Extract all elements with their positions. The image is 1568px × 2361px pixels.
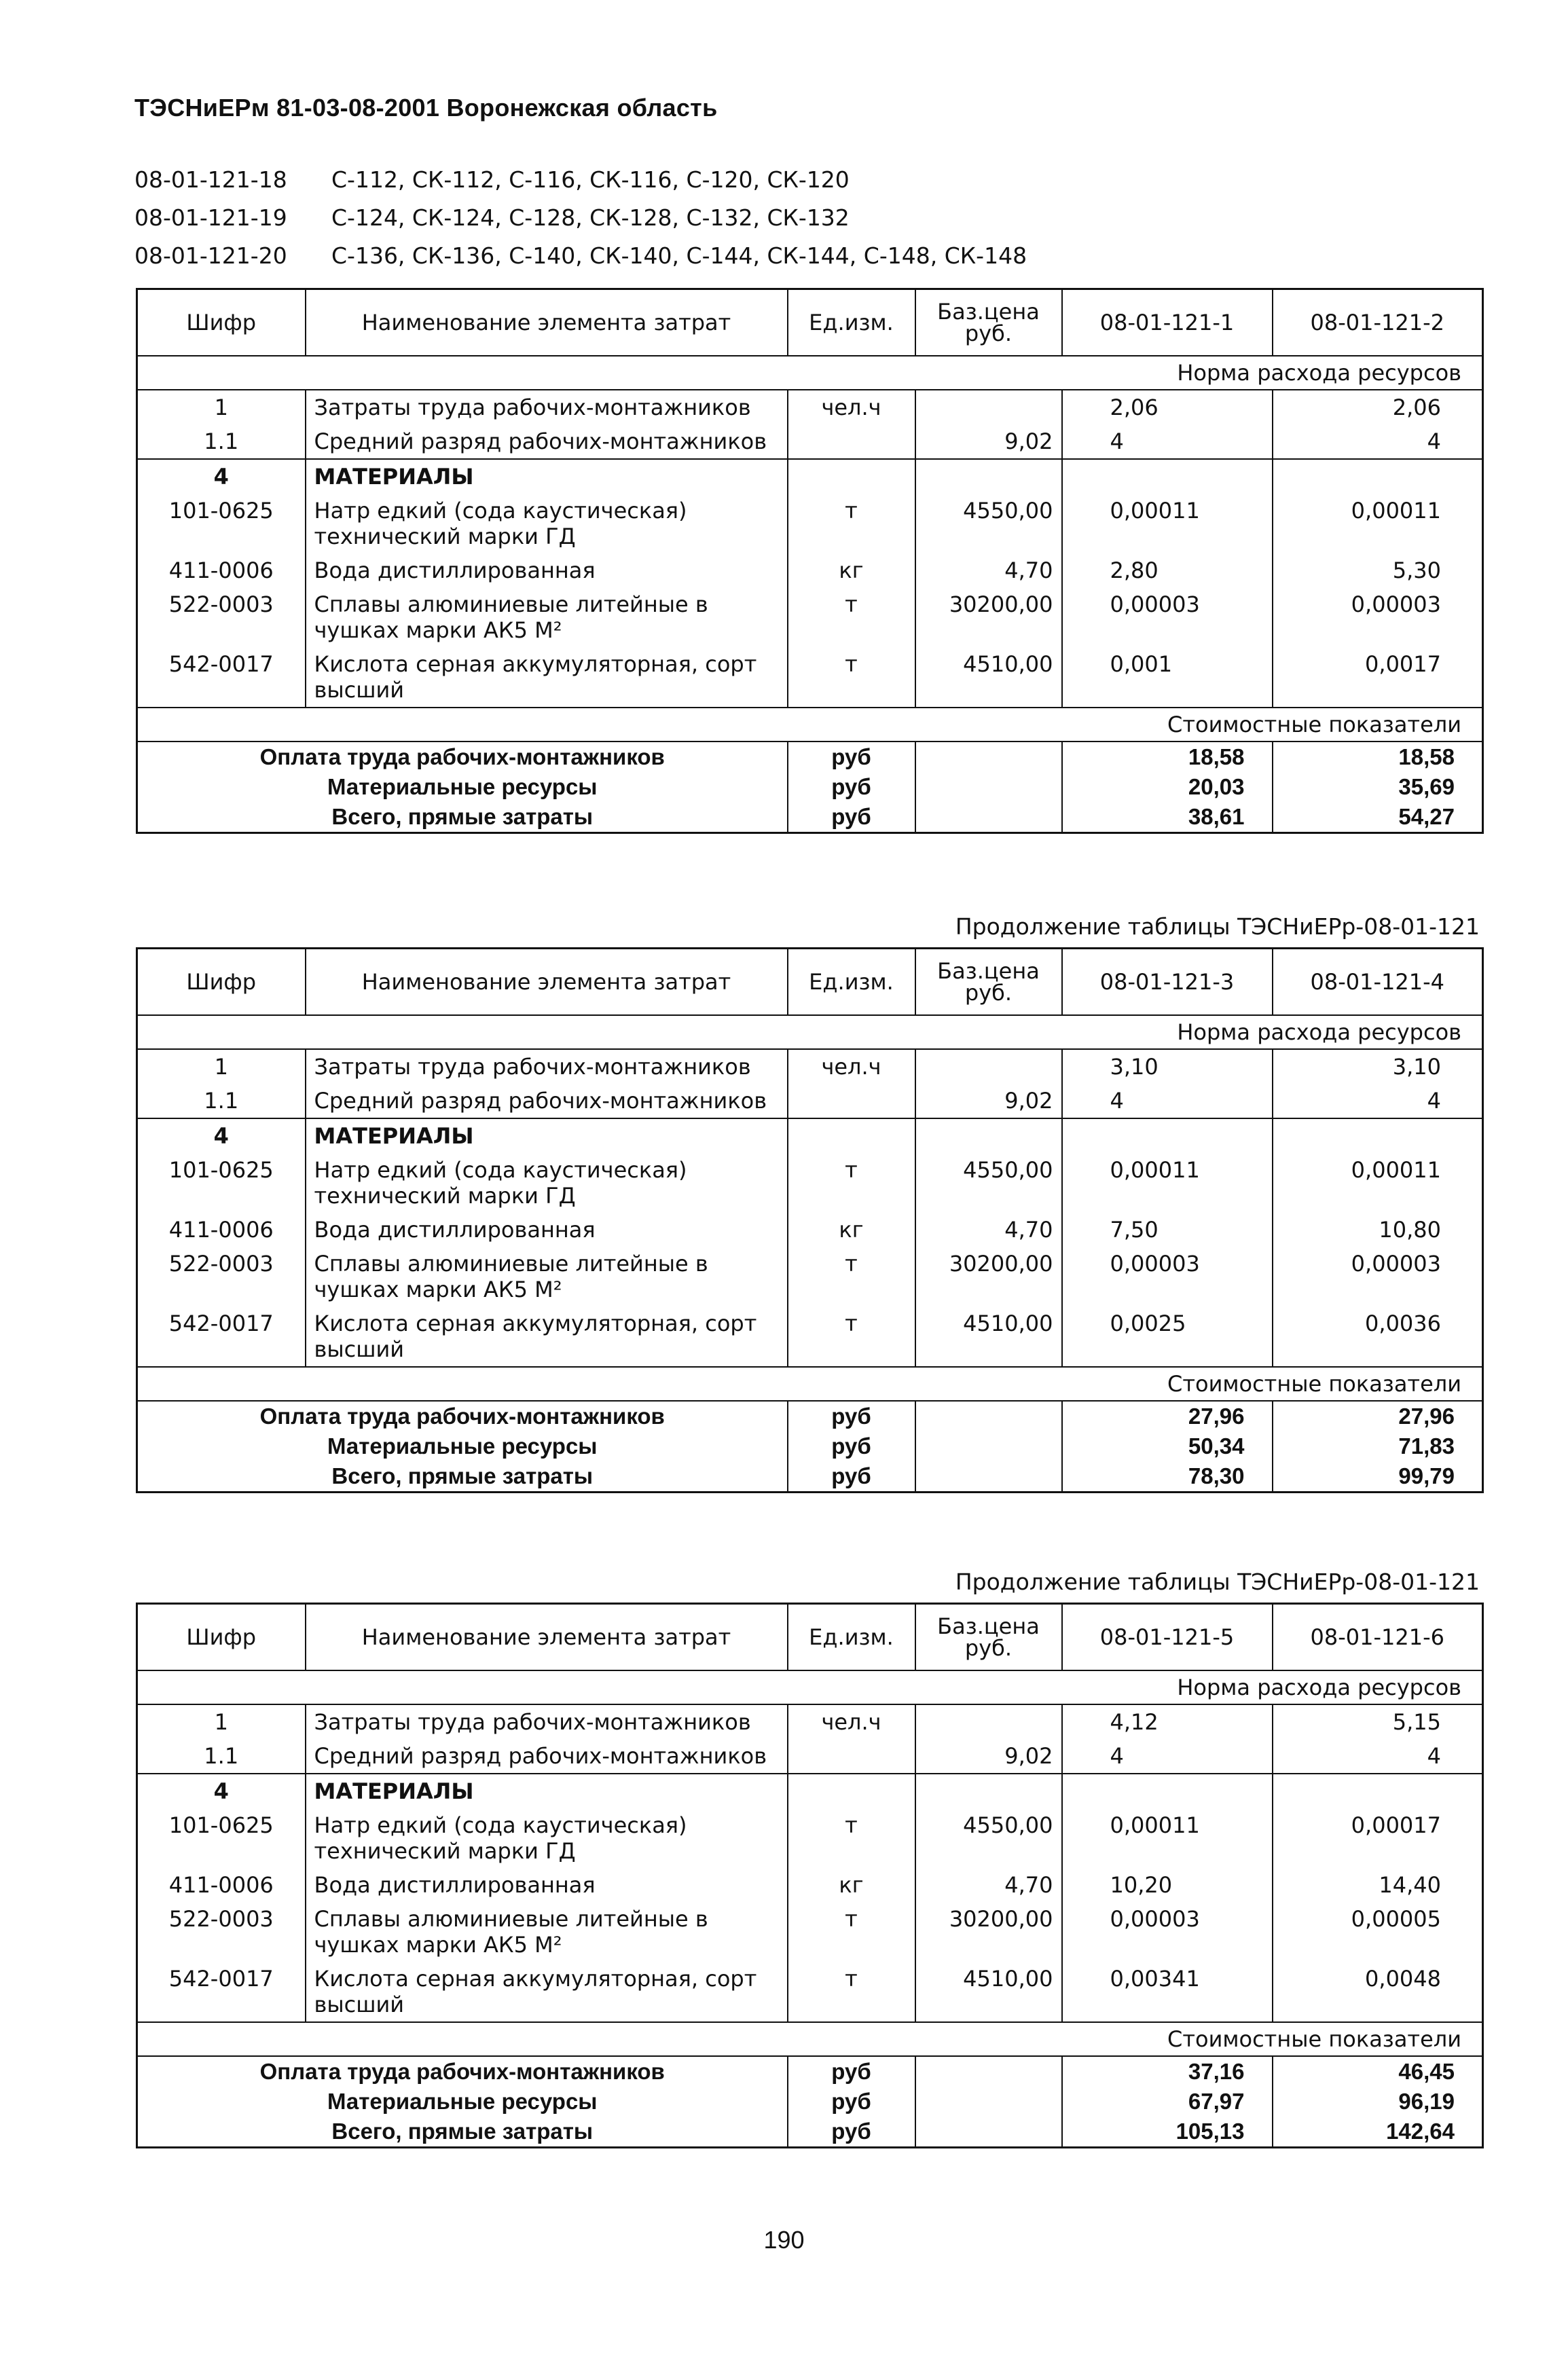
row-price: 4,70	[915, 1213, 1062, 1247]
total-value-b: 96,19	[1273, 2087, 1483, 2117]
row-value-a: 0,00003	[1062, 1902, 1273, 1962]
col-header-code: Шифр	[137, 289, 306, 356]
row-name: Сплавы алюминиевые литейные в чушках марки АК5 М²	[306, 1247, 788, 1306]
row-value-b: 0,00011	[1273, 494, 1483, 553]
section-label: Норма расхода ресурсов	[137, 356, 1483, 390]
row-code: 4	[137, 1118, 306, 1153]
table-caption: Продолжение таблицы ТЭСНиЕРр-08-01-121	[955, 913, 1480, 940]
total-unit: руб	[788, 1401, 915, 1431]
row-unit: кг	[788, 553, 915, 587]
row-name: Сплавы алюминиевые литейные в чушках марки АК5 М²	[306, 1902, 788, 1962]
row-code: 411-0006	[137, 1213, 306, 1247]
table-row	[137, 1739, 1483, 1774]
section-cost	[137, 2022, 1483, 2056]
row-value-b: 0,00005	[1273, 1902, 1483, 1962]
col-header-a: 08-01-121-1	[1062, 289, 1273, 356]
row-value-b: 0,0036	[1273, 1306, 1483, 1367]
norm-table-1	[136, 288, 1484, 834]
total-value-b: 35,69	[1273, 772, 1483, 802]
table-row	[137, 1774, 1483, 1808]
total-label: Материальные ресурсы	[137, 2087, 788, 2117]
row-price: 4550,00	[915, 1153, 1062, 1213]
row-price: 4550,00	[915, 1808, 1062, 1868]
row-code: 1	[137, 390, 306, 424]
row-code: 542-0017	[137, 1962, 306, 2022]
row-price: 30200,00	[915, 587, 1062, 647]
page-number: 190	[763, 2226, 805, 2254]
row-name: Затраты труда рабочих-монтажников	[306, 1704, 788, 1739]
row-unit	[788, 1774, 915, 1808]
row-value-a: 2,80	[1062, 553, 1273, 587]
table-row	[137, 1213, 1483, 1247]
col-header-unit: Ед.изм.	[788, 289, 915, 356]
row-value-a: 0,00011	[1062, 1808, 1273, 1868]
row-unit: т	[788, 1962, 915, 2022]
totals-row	[137, 2117, 1483, 2148]
section-norm	[137, 1015, 1483, 1049]
row-value-a: 4	[1062, 1739, 1273, 1774]
row-value-b: 0,00011	[1273, 1153, 1483, 1213]
totals-row	[137, 2056, 1483, 2087]
row-price	[915, 459, 1062, 494]
row-price: 4510,00	[915, 647, 1062, 708]
row-name: Вода дистиллированная	[306, 1868, 788, 1902]
row-code: 4	[137, 1774, 306, 1808]
totals-row	[137, 1431, 1483, 1461]
total-empty	[915, 1431, 1062, 1461]
row-unit	[788, 459, 915, 494]
row-code: 1.1	[137, 1084, 306, 1118]
row-name: Натр едкий (сода каустическая) технический марки ГД	[306, 1153, 788, 1213]
total-label: Всего, прямые затраты	[137, 2117, 788, 2148]
document-title: ТЭСНиЕРм 81-03-08-2001 Воронежская область	[134, 94, 718, 122]
table-caption: Продолжение таблицы ТЭСНиЕРр-08-01-121	[955, 1569, 1480, 1595]
table-row	[137, 1902, 1483, 1962]
code-list	[134, 160, 1027, 274]
row-code: 4	[137, 459, 306, 494]
row-value-a: 7,50	[1062, 1213, 1273, 1247]
total-value-b: 71,83	[1273, 1431, 1483, 1461]
row-value-a: 4	[1062, 424, 1273, 459]
row-name: Натр едкий (сода каустическая) технический марки ГД	[306, 494, 788, 553]
row-name: Вода дистиллированная	[306, 1213, 788, 1247]
section-label: Стоимостные показатели	[137, 2022, 1483, 2056]
total-unit: руб	[788, 802, 915, 833]
col-header-name: Наименование элемента затрат	[306, 1604, 788, 1671]
col-header-unit: Ед.изм.	[788, 1604, 915, 1671]
row-unit: т	[788, 587, 915, 647]
col-header-price-text: Баз.цена руб.	[937, 957, 1040, 1006]
table-row	[137, 553, 1483, 587]
total-value-b: 142,64	[1273, 2117, 1483, 2148]
row-unit: чел.ч	[788, 1704, 915, 1739]
row-unit: т	[788, 1153, 915, 1213]
row-value-b: 2,06	[1273, 390, 1483, 424]
row-unit	[788, 1084, 915, 1118]
row-unit: кг	[788, 1213, 915, 1247]
total-value-a: 50,34	[1062, 1431, 1273, 1461]
total-value-b: 18,58	[1273, 742, 1483, 772]
section-norm	[137, 356, 1483, 390]
row-value-b: 0,00003	[1273, 587, 1483, 647]
table-row	[137, 494, 1483, 553]
total-empty	[915, 2056, 1062, 2087]
row-value-b: 0,00003	[1273, 1247, 1483, 1306]
row-code: 101-0625	[137, 1808, 306, 1868]
row-code: 522-0003	[137, 1247, 306, 1306]
code-models: С-124, СК-124, С-128, СК-128, С-132, СК-132	[331, 204, 850, 231]
col-header-price	[915, 289, 1062, 356]
row-unit: чел.ч	[788, 390, 915, 424]
total-value-a: 18,58	[1062, 742, 1273, 772]
table-header-row	[137, 289, 1483, 356]
row-unit	[788, 424, 915, 459]
row-code: 101-0625	[137, 1153, 306, 1213]
row-value-b: 0,00017	[1273, 1808, 1483, 1868]
total-empty	[915, 2117, 1062, 2148]
totals-row	[137, 802, 1483, 833]
row-value-a: 4	[1062, 1084, 1273, 1118]
row-value-a: 10,20	[1062, 1868, 1273, 1902]
row-price: 9,02	[915, 1084, 1062, 1118]
row-value-a: 0,00011	[1062, 494, 1273, 553]
code-id: 08-01-121-18	[134, 166, 287, 193]
total-value-a: 37,16	[1062, 2056, 1273, 2087]
total-empty	[915, 772, 1062, 802]
row-value-a: 2,06	[1062, 390, 1273, 424]
row-price: 30200,00	[915, 1902, 1062, 1962]
total-label: Оплата труда рабочих-монтажников	[137, 2056, 788, 2087]
total-unit: руб	[788, 742, 915, 772]
col-header-name: Наименование элемента затрат	[306, 949, 788, 1016]
row-price: 4510,00	[915, 1306, 1062, 1367]
row-unit: т	[788, 1902, 915, 1962]
total-label: Материальные ресурсы	[137, 1431, 788, 1461]
total-value-b: 46,45	[1273, 2056, 1483, 2087]
row-code: 1.1	[137, 424, 306, 459]
row-code: 522-0003	[137, 1902, 306, 1962]
row-value-b	[1273, 1118, 1483, 1153]
row-price	[915, 1049, 1062, 1084]
table-row	[137, 1962, 1483, 2022]
row-value-a: 0,00003	[1062, 587, 1273, 647]
total-empty	[915, 802, 1062, 833]
col-header-b: 08-01-121-6	[1273, 1604, 1483, 1671]
row-name: Натр едкий (сода каустическая) технический марки ГД	[306, 1808, 788, 1868]
section-label: Норма расхода ресурсов	[137, 1015, 1483, 1049]
table-row	[137, 1306, 1483, 1367]
total-label: Материальные ресурсы	[137, 772, 788, 802]
section-norm	[137, 1670, 1483, 1704]
row-name: Кислота серная аккумуляторная, сорт высший	[306, 647, 788, 708]
col-header-price	[915, 1604, 1062, 1671]
table-row	[137, 647, 1483, 708]
row-name: Затраты труда рабочих-монтажников	[306, 390, 788, 424]
row-value-b: 14,40	[1273, 1868, 1483, 1902]
row-value-a: 0,00003	[1062, 1247, 1273, 1306]
row-price: 4,70	[915, 553, 1062, 587]
row-price: 4510,00	[915, 1962, 1062, 2022]
row-name: Средний разряд рабочих-монтажников	[306, 1084, 788, 1118]
total-value-a: 78,30	[1062, 1461, 1273, 1493]
totals-row	[137, 2087, 1483, 2117]
total-value-a: 20,03	[1062, 772, 1273, 802]
totals-row	[137, 1461, 1483, 1493]
row-unit: т	[788, 1808, 915, 1868]
total-value-b: 99,79	[1273, 1461, 1483, 1493]
total-value-a: 67,97	[1062, 2087, 1273, 2117]
row-unit: т	[788, 647, 915, 708]
row-name: МАТЕРИАЛЫ	[306, 1774, 788, 1808]
row-name: Кислота серная аккумуляторная, сорт высший	[306, 1306, 788, 1367]
row-name: Затраты труда рабочих-монтажников	[306, 1049, 788, 1084]
total-value-a: 27,96	[1062, 1401, 1273, 1431]
total-unit: руб	[788, 2056, 915, 2087]
total-value-b: 54,27	[1273, 802, 1483, 833]
row-value-a: 0,001	[1062, 647, 1273, 708]
total-label: Оплата труда рабочих-монтажников	[137, 1401, 788, 1431]
row-value-b	[1273, 1774, 1483, 1808]
row-code: 101-0625	[137, 494, 306, 553]
section-label: Норма расхода ресурсов	[137, 1670, 1483, 1704]
row-name: Кислота серная аккумуляторная, сорт высший	[306, 1962, 788, 2022]
row-code: 1	[137, 1704, 306, 1739]
col-header-b: 08-01-121-4	[1273, 949, 1483, 1016]
row-value-a: 3,10	[1062, 1049, 1273, 1084]
total-unit: руб	[788, 1461, 915, 1493]
table-row	[137, 1153, 1483, 1213]
row-price: 9,02	[915, 1739, 1062, 1774]
row-value-b: 5,30	[1273, 553, 1483, 587]
total-label: Всего, прямые затраты	[137, 802, 788, 833]
section-cost	[137, 1367, 1483, 1401]
row-price: 30200,00	[915, 1247, 1062, 1306]
row-code: 1	[137, 1049, 306, 1084]
section-label: Стоимостные показатели	[137, 1367, 1483, 1401]
row-value-b: 4	[1273, 1084, 1483, 1118]
table-row	[137, 1868, 1483, 1902]
row-value-b: 4	[1273, 424, 1483, 459]
row-name: Средний разряд рабочих-монтажников	[306, 1739, 788, 1774]
table-row	[137, 1084, 1483, 1118]
col-header-code: Шифр	[137, 1604, 306, 1671]
table-row	[137, 1704, 1483, 1739]
row-unit	[788, 1118, 915, 1153]
section-label: Стоимостные показатели	[137, 708, 1483, 742]
section-cost	[137, 708, 1483, 742]
row-price: 9,02	[915, 424, 1062, 459]
row-name: Средний разряд рабочих-монтажников	[306, 424, 788, 459]
row-code: 1.1	[137, 1739, 306, 1774]
row-value-b: 0,0048	[1273, 1962, 1483, 2022]
row-unit: чел.ч	[788, 1049, 915, 1084]
row-name: МАТЕРИАЛЫ	[306, 459, 788, 494]
total-value-a: 38,61	[1062, 802, 1273, 833]
row-value-a: 0,0025	[1062, 1306, 1273, 1367]
totals-row	[137, 1401, 1483, 1431]
table-header-row	[137, 949, 1483, 1016]
row-value-b: 0,0017	[1273, 647, 1483, 708]
code-id: 08-01-121-19	[134, 204, 287, 231]
total-empty	[915, 1401, 1062, 1431]
col-header-code: Шифр	[137, 949, 306, 1016]
row-name: МАТЕРИАЛЫ	[306, 1118, 788, 1153]
col-header-a: 08-01-121-3	[1062, 949, 1273, 1016]
table-row	[137, 587, 1483, 647]
row-code: 411-0006	[137, 1868, 306, 1902]
row-price	[915, 390, 1062, 424]
row-unit: кг	[788, 1868, 915, 1902]
total-value-a: 105,13	[1062, 2117, 1273, 2148]
total-value-b: 27,96	[1273, 1401, 1483, 1431]
row-unit	[788, 1739, 915, 1774]
row-name: Сплавы алюминиевые литейные в чушках марки АК5 М²	[306, 587, 788, 647]
code-line	[134, 236, 1027, 274]
row-name: Вода дистиллированная	[306, 553, 788, 587]
row-value-b: 5,15	[1273, 1704, 1483, 1739]
row-price	[915, 1118, 1062, 1153]
col-header-b: 08-01-121-2	[1273, 289, 1483, 356]
row-value-a	[1062, 1774, 1273, 1808]
row-value-a	[1062, 1118, 1273, 1153]
code-line	[134, 160, 1027, 198]
table-row	[137, 1049, 1483, 1084]
col-header-unit: Ед.изм.	[788, 949, 915, 1016]
total-empty	[915, 742, 1062, 772]
row-value-a: 0,00341	[1062, 1962, 1273, 2022]
row-value-a: 4,12	[1062, 1704, 1273, 1739]
table-row	[137, 459, 1483, 494]
code-id: 08-01-121-20	[134, 242, 287, 269]
table-row	[137, 390, 1483, 424]
row-unit: т	[788, 1306, 915, 1367]
total-label: Всего, прямые затраты	[137, 1461, 788, 1493]
total-unit: руб	[788, 772, 915, 802]
totals-row	[137, 742, 1483, 772]
totals-row	[137, 772, 1483, 802]
row-value-b	[1273, 459, 1483, 494]
table-row	[137, 1118, 1483, 1153]
row-code: 522-0003	[137, 587, 306, 647]
row-value-b: 3,10	[1273, 1049, 1483, 1084]
total-empty	[915, 1461, 1062, 1493]
code-line	[134, 198, 1027, 236]
row-value-b: 10,80	[1273, 1213, 1483, 1247]
table-row	[137, 1808, 1483, 1868]
total-label: Оплата труда рабочих-монтажников	[137, 742, 788, 772]
code-models: С-136, СК-136, С-140, СК-140, С-144, СК-144, С-148, СК-148	[331, 242, 1027, 269]
row-code: 542-0017	[137, 1306, 306, 1367]
row-code: 542-0017	[137, 647, 306, 708]
row-value-a: 0,00011	[1062, 1153, 1273, 1213]
row-price: 4,70	[915, 1868, 1062, 1902]
total-unit: руб	[788, 2117, 915, 2148]
col-header-a: 08-01-121-5	[1062, 1604, 1273, 1671]
norm-table-3	[136, 1603, 1484, 2148]
row-price	[915, 1774, 1062, 1808]
code-models: С-112, СК-112, С-116, СК-116, С-120, СК-120	[331, 166, 850, 193]
norm-table-2	[136, 947, 1484, 1493]
row-value-a	[1062, 459, 1273, 494]
table-header-row	[137, 1604, 1483, 1671]
row-value-b: 4	[1273, 1739, 1483, 1774]
table-row	[137, 1247, 1483, 1306]
col-header-price-text: Баз.цена руб.	[937, 1613, 1040, 1661]
total-unit: руб	[788, 1431, 915, 1461]
table-row	[137, 424, 1483, 459]
col-header-price	[915, 949, 1062, 1016]
total-empty	[915, 2087, 1062, 2117]
row-unit: т	[788, 1247, 915, 1306]
col-header-price-text: Баз.цена руб.	[937, 298, 1040, 346]
row-unit: т	[788, 494, 915, 553]
row-price: 4550,00	[915, 494, 1062, 553]
col-header-name: Наименование элемента затрат	[306, 289, 788, 356]
row-price	[915, 1704, 1062, 1739]
total-unit: руб	[788, 2087, 915, 2117]
row-code: 411-0006	[137, 553, 306, 587]
